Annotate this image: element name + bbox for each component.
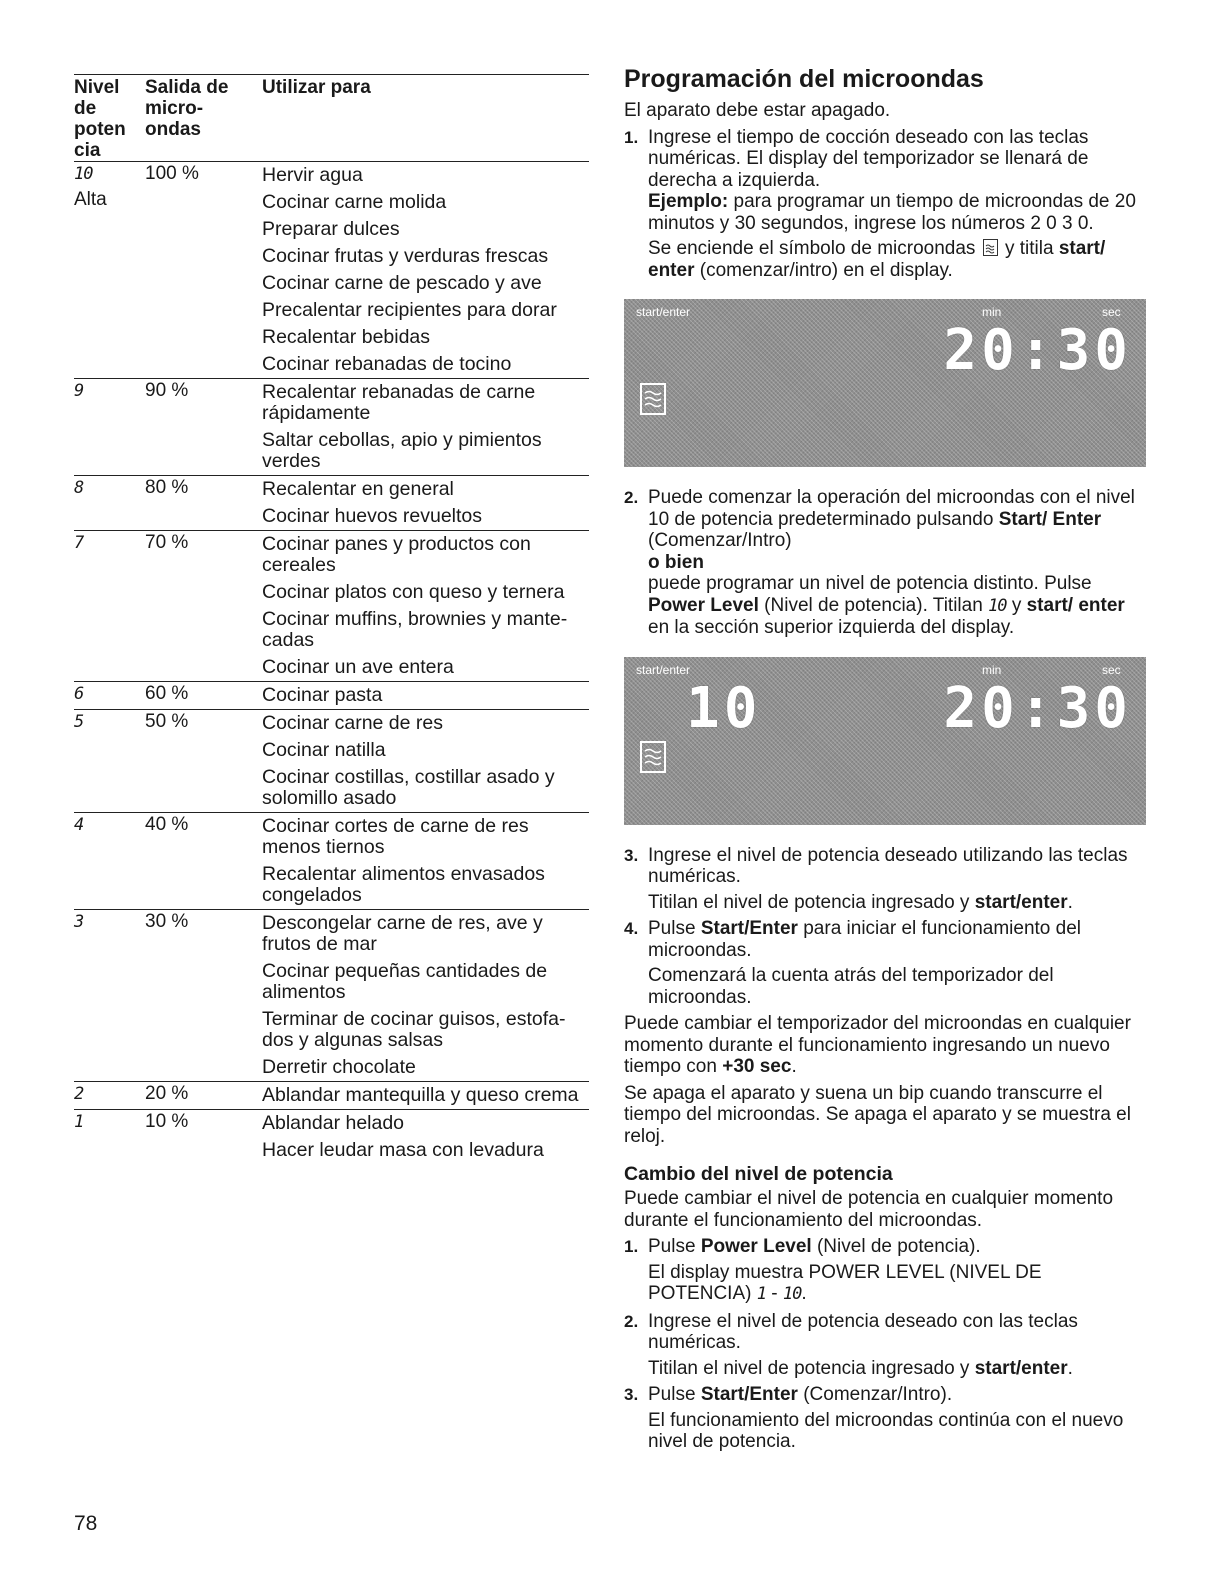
power-level-digits: 10 [686, 675, 762, 741]
use-item: Cocinar pequeñas cantidades de alimentos [262, 960, 548, 1003]
use-item: Ablandar helado [262, 1112, 405, 1134]
use-item: Cocinar carne molida [262, 191, 447, 213]
step-3: 3. Ingrese el nivel de potencia deseado utilizando las teclas numéricas. Titilan el nivel de potencia ingresado y start/enter. [624, 844, 1128, 913]
use-item: Hervir agua [262, 164, 363, 186]
table-row [74, 530, 589, 681]
percent-cell: 90 % [145, 380, 189, 401]
section-title: Programación del microondas [624, 65, 984, 93]
use-item: Cocinar costillas, costillar asado y solomillo asado [262, 766, 555, 809]
sec-label: sec [1102, 662, 1121, 677]
min-label: min [982, 305, 1002, 319]
level-glyph: 7 [74, 533, 84, 553]
use-item: Cocinar un ave entera [262, 656, 454, 678]
level-glyph: 1 [74, 1112, 84, 1132]
high-label: Alta [74, 189, 107, 210]
timer-digits: 20:30 [943, 675, 1132, 741]
intro-text: El aparato debe estar apagado. [624, 100, 891, 121]
header-level: Nivel de poten cia [74, 77, 126, 161]
table-header [74, 74, 589, 161]
microwave-icon [640, 741, 666, 773]
use-item: Recalentar alimentos envasados congelados [262, 863, 545, 906]
use-item: Cocinar carne de pescado y ave [262, 272, 542, 294]
use-item: Cocinar huevos revueltos [262, 505, 483, 527]
level-1-glyph: 1 [756, 1284, 766, 1304]
level-cell [74, 476, 145, 530]
uses-cell [262, 1082, 589, 1109]
percent-cell: 100 % [145, 163, 199, 184]
uses-cell [262, 1110, 589, 1164]
table-row [74, 1081, 589, 1109]
uses-cell [262, 682, 589, 709]
percent-cell: 80 % [145, 477, 189, 498]
step-2: 2. Puede comenzar la operación del microondas con el nivel 10 de potencia predeterminado pulsando Start/ Enter (Comenzar/Intro) o bien puede programar un nivel de potencia distinto. Pulse Power Level (Nivel de potencia). Titilan 10 y start/ enter en la sección superior izquierda del display. [624, 487, 1135, 638]
table-row [74, 378, 589, 475]
change-step-3: 3. Pulse Start/Enter (Comenzar/Intro). El funcionamiento del microondas continúa con el nuevo nivel de potencia. [624, 1384, 1124, 1452]
level-cell [74, 682, 145, 709]
level-cell [74, 1110, 145, 1164]
step-1: 1. Ingrese el tiempo de cocción deseado con las teclas numéricas. El display del temporizador se llenará de derecha a izquierda. Ejemplo: para programar un tiempo de microondas de 20 minutos y 30 segundos, ingrese los números 2 0 3 0. Se enciende el símbolo de microondas y titila start/ enter (comenzar/intro) en el display. [624, 126, 1136, 281]
use-item: Preparar dulces [262, 218, 400, 240]
use-item: Precalentar recipientes para dorar [262, 299, 557, 321]
level-glyph: 5 [74, 712, 84, 732]
level-glyph: 8 [74, 478, 84, 498]
use-item: Cocinar panes y productos con cereales [262, 533, 531, 576]
uses-cell [262, 813, 589, 909]
use-item: Derretir chocolate [262, 1056, 416, 1078]
level-cell [74, 813, 145, 909]
table-row [74, 161, 589, 378]
percent-cell: 60 % [145, 683, 189, 704]
uses-cell [262, 379, 589, 475]
use-item: Cocinar carne de res [262, 712, 444, 734]
header-output: Salida de micro- ondas [145, 77, 229, 140]
microwave-icon [640, 383, 666, 415]
page-number: 78 [74, 1512, 98, 1535]
use-item: Recalentar bebidas [262, 326, 431, 348]
level-cell [74, 379, 145, 475]
uses-cell [262, 710, 589, 812]
use-item: Terminar de cocinar guisos, estofa-dos y algunas salsas [262, 1008, 566, 1051]
min-label: min [982, 662, 1002, 677]
paragraph-end: Se apaga el aparato y suena un bip cuando transcurre el tiempo del microondas. Se apaga el aparato y se muestra el reloj. [624, 1082, 1131, 1147]
percent-cell: 40 % [145, 814, 189, 835]
uses-cell [262, 162, 589, 378]
timer-digits: 20:30 [943, 318, 1132, 383]
step-4: 4. Pulse Start/Enter para iniciar el funcionamiento del microondas. Comenzará la cuenta atrás del temporizador del microondas. [624, 918, 1082, 1008]
table-row [74, 475, 589, 530]
use-item: Cocinar rebanadas de tocino [262, 353, 512, 375]
start-enter-label: start/enter [636, 305, 691, 319]
uses-cell [262, 531, 589, 681]
microwave-icon [983, 239, 998, 256]
level-cell [74, 1082, 145, 1109]
table-row [74, 812, 589, 909]
display-example-1 [624, 299, 1146, 467]
table-row [74, 709, 589, 812]
level-glyph: 3 [74, 912, 84, 932]
sec-label: sec [1102, 305, 1121, 319]
change-step-1: 1. Pulse Power Level (Nivel de potencia). El display muestra POWER LEVEL (NIVEL DE POTENCIA) 1 - 10. [624, 1236, 1042, 1304]
use-item: Descongelar carne de res, ave y frutos de mar [262, 912, 543, 955]
instructions-column [624, 62, 1146, 1453]
level-cell [74, 162, 145, 378]
use-item: Cocinar platos con queso y ternera [262, 581, 565, 603]
use-item: Cocinar natilla [262, 739, 386, 761]
level-glyph: 6 [74, 684, 84, 704]
level-cell [74, 910, 145, 1081]
subsection-intro: Puede cambiar el nivel de potencia en cualquier momento durante el funcionamiento del microondas. [624, 1188, 1114, 1231]
uses-cell [262, 910, 589, 1081]
level-cell [74, 531, 145, 681]
use-item: Ablandar mantequilla y queso crema [262, 1084, 579, 1106]
use-item: Hacer leudar masa con levadura [262, 1139, 544, 1161]
level-glyph: 10 [74, 164, 93, 184]
display-example-2 [624, 657, 1146, 825]
percent-cell: 50 % [145, 711, 189, 732]
use-item: Cocinar muffins, brownies y mante-cadas [262, 608, 568, 651]
level-glyph: 2 [74, 1084, 84, 1104]
use-item: Cocinar cortes de carne de res menos tiernos [262, 815, 529, 858]
percent-cell: 70 % [145, 532, 189, 553]
use-item: Saltar cebollas, apio y pimientos verdes [262, 429, 542, 472]
subsection-title: Cambio del nivel de potencia [624, 1163, 893, 1185]
level-glyph: 4 [74, 815, 84, 835]
level-glyph: 9 [74, 381, 84, 401]
start-enter-label: start/enter [636, 662, 691, 677]
use-item: Recalentar rebanadas de carne rápidamente [262, 381, 536, 424]
level-10-glyph: 10 [782, 1284, 802, 1304]
use-item: Recalentar en general [262, 478, 454, 500]
level-cell [74, 710, 145, 812]
table-row [74, 1109, 589, 1164]
percent-cell: 20 % [145, 1083, 189, 1104]
header-use: Utilizar para [262, 77, 371, 98]
paragraph-timer-change: Puede cambiar el temporizador del microondas en cualquier momento durante el funcionamiento ingresando un nuevo tiempo con +30 sec. [624, 1013, 1131, 1077]
use-item: Cocinar pasta [262, 684, 383, 706]
level-10-glyph: 10 [988, 595, 1007, 616]
power-level-table [74, 74, 589, 1164]
percent-cell: 10 % [145, 1111, 189, 1132]
uses-cell [262, 476, 589, 530]
percent-cell: 30 % [145, 911, 189, 932]
use-item: Cocinar frutas y verduras frescas [262, 245, 549, 267]
table-body [74, 161, 589, 1164]
table-row [74, 681, 589, 709]
change-step-2: 2. Ingrese el nivel de potencia deseado con las teclas numéricas. Titilan el nivel de potencia ingresado y start/enter. [624, 1310, 1078, 1379]
table-row [74, 909, 589, 1081]
